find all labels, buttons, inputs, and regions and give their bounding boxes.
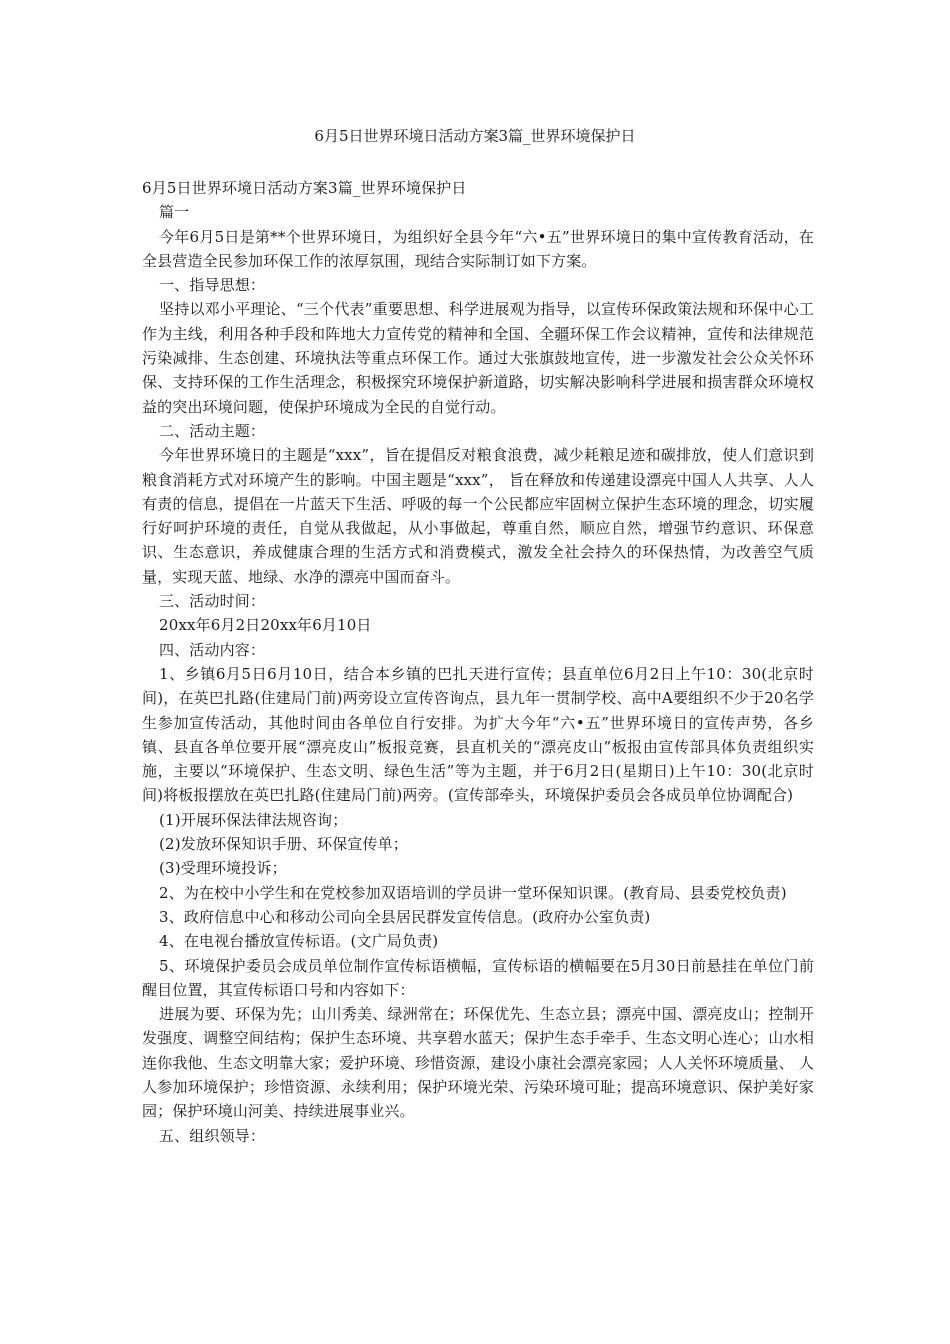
paragraph-content-5: 5、环境保护委员会成员单位制作宣传标语横幅，宣传标语的横幅要在5月30日前悬挂在单位门前醒目位置，其宣传标语口号和内容如下：	[142, 956, 814, 999]
paragraph-guiding-ideology: 坚持以邓小平理论、“三个代表”重要思想、科学进展观为指导，以宣传环保政策法规和环保中心工作为主线，利用各种手段和阵地大力宣传党的精神和全国、全疆环保工作会议精神，宣传和法律规范污染减排、生态创建、环境执法等重点环保工作。通过大张旗鼓地宣传，进一步激发社会公众关怀环保、支持环保的工作生活理念，积极探究环境保护新道路，切实解决影响科学进展和损害群众环境权益的突出环境问题，使保护环境成为全民的自觉行动。	[142, 300, 814, 416]
paragraph-time: 20xx年6月2日20xx年6月10日	[159, 616, 372, 635]
section-heading-1: 一、指导思想：	[159, 276, 266, 295]
paragraph-content-3: 3、政府信息中心和移动公司向全县居民群发宣传信息。(政府办公室负责)	[159, 907, 651, 926]
section-heading-5: 五、组织领导：	[159, 1126, 266, 1145]
list-item: (3)受理环境投诉；	[159, 859, 287, 878]
section-heading-4: 四、活动内容：	[159, 640, 266, 659]
part-heading: 篇一	[159, 203, 190, 222]
intro-paragraph: 今年6月5日是第**个世界环境日，为组织好全县今年“六•五”世界环境日的集中宣传教育活动，在全县营造全民参加环保工作的浓厚氛围，现结合实际制订如下方案。	[142, 227, 814, 270]
paragraph-content-2: 2、为在校中小学生和在党校参加双语培训的学员讲一堂环保知识课。(教育局、县委党校负责)	[159, 883, 787, 902]
paragraph-theme: 今年世界环境日的主题是“xxx”，旨在提倡反对粮食浪费，减少耗粮足迹和碳排放，使人们意识到粮食消耗方式对环境产生的影响。中国主题是“xxx”， 旨在释放和传递建设漂亮中国人人共享、人人有责的信息，提倡在一片蓝天下生活、呼吸的每一个公民都应牢固树立保护生态环境的理念，切实履行好呵护环境的责任，自觉从我做起，从小事做起，尊重自然，顺应自然，增强节约意识、环保意识、生态意识，养成健康合理的生活方式和消费模式，激发全社会持久的环保热情，为改善空气质量，实现天蓝、地绿、水净的漂亮中国而奋斗。	[142, 446, 814, 586]
subtitle: 6月5日世界环境日活动方案3篇_世界环境保护日	[142, 179, 467, 197]
paragraph-content-1: 1、乡镇6月5日6月10日，结合本乡镇的巴扎天进行宣传；县直单位6月2日上午10：30(北京时间)，在英巴扎路(住建局门前)两旁设立宣传咨询点，县九年一贯制学校、高中A要组织不少于20名学生参加宣传活动，其他时间由各单位自行安排。为扩大今年“六•五”世界环境日的宣传声势，各乡镇、县直各单位要开展“漂亮皮山”板报竞赛，县直机关的“漂亮皮山”板报由宣传部具体负责组织实施，主要以“环境保护、生态文明、绿色生活”等为主题，并于6月2日(星期日)上午10：30(北京时间)将板报摆放在英巴扎路(住建局门前)两旁。(宣传部牵头，环境保护委员会各成员单位协调配合)	[142, 664, 814, 805]
page-title: 6月5日世界环境日活动方案3篇_世界环境保护日	[314, 127, 636, 145]
list-item: (1)开展环保法律法规咨询；	[159, 810, 348, 829]
section-heading-2: 二、活动主题：	[159, 421, 266, 440]
list-item: (2)发放环保知识手册、环保宣传单；	[159, 835, 408, 854]
paragraph-slogans: 进展为要、环保为先；山川秀美、绿洲常在；环保优先、生态立县；漂亮中国、漂亮皮山；控制开发强度、调整空间结构；保护生态环境、共享碧水蓝天；保护生态手牵手、生态文明心连心；山水相连你我他、生态文明靠大家；爱护环境、珍惜资源，建设小康社会漂亮家园；人人关怀环境质量、 人人参加环境保护；珍惜资源、永续利用；保护环境光荣、污染环境可耻；提高环境意识、保护美好家园；保护环境山河美、持续进展事业兴。	[142, 1005, 814, 1121]
section-heading-3: 三、活动时间：	[159, 592, 266, 611]
document-body	[142, 176, 814, 1148]
paragraph-content-4: 4、在电视台播放宣传标语。(文广局负责)	[159, 932, 439, 951]
